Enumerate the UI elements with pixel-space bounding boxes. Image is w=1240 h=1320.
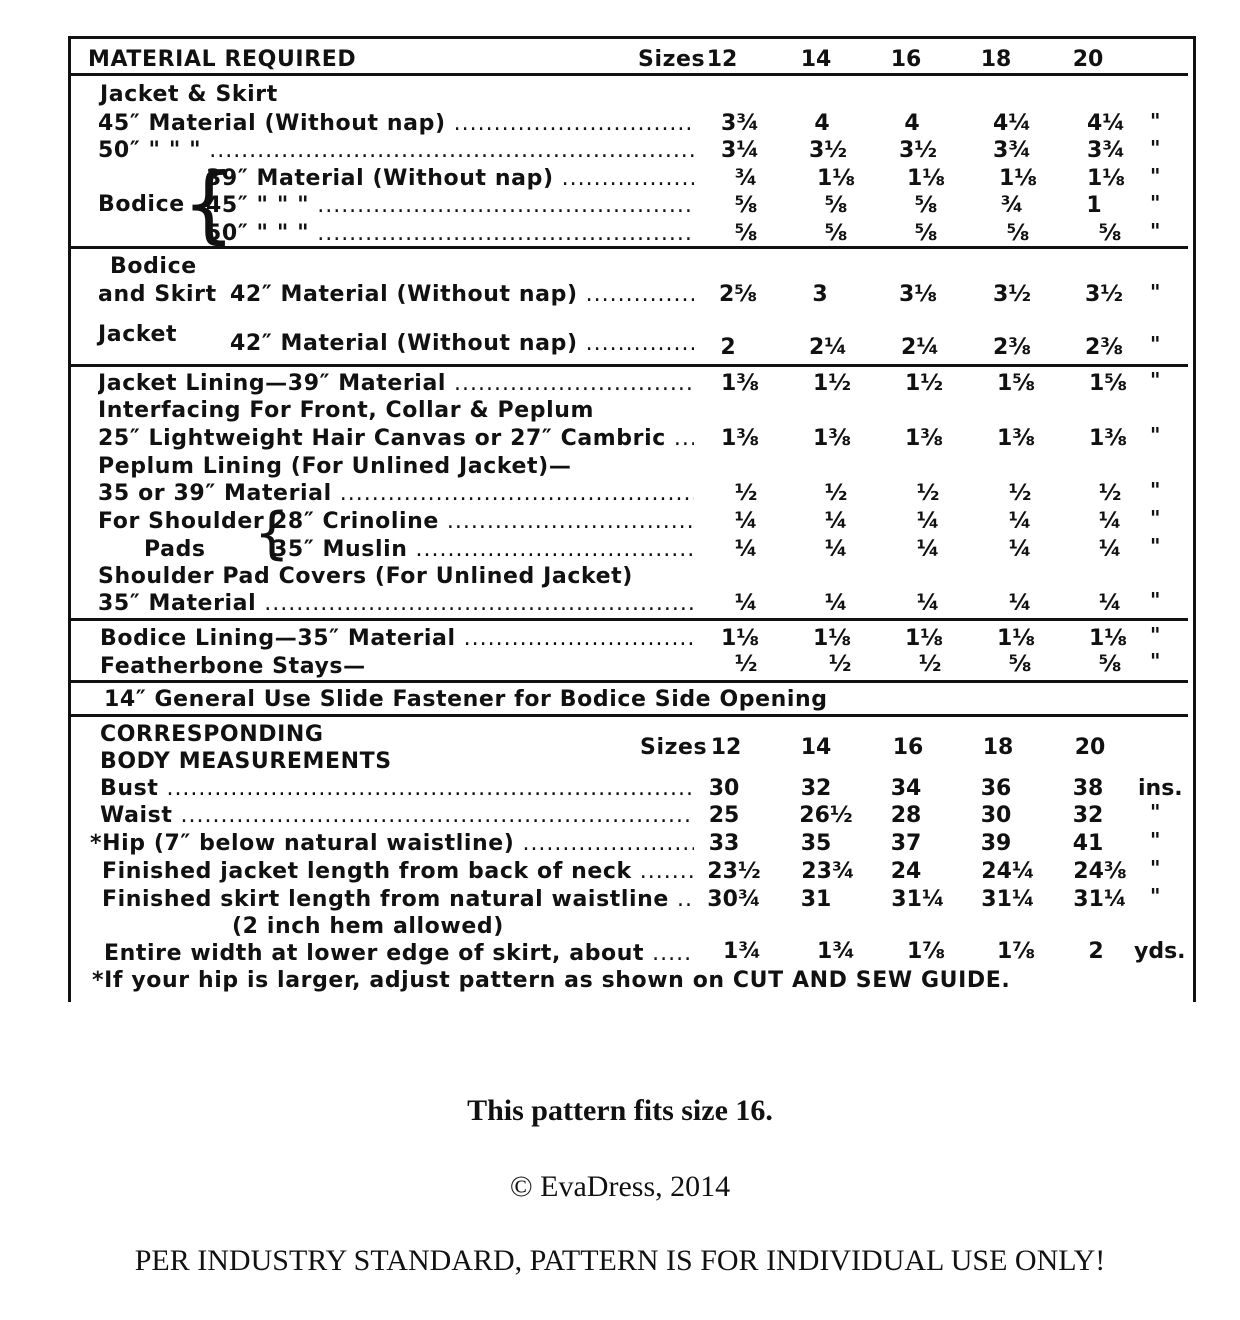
cell-value: ⅝ [734, 193, 758, 218]
jacket-skirt-heading: Jacket & Skirt [100, 82, 278, 107]
cell-value: ⅝ [1098, 221, 1122, 246]
size-header: 16 [890, 47, 922, 72]
cell-value: 1⅛ [720, 626, 760, 651]
cell-value: 3¼ [720, 138, 760, 163]
cell-value: 1⅜ [812, 426, 852, 451]
cell-value: ¼ [916, 537, 940, 562]
brace-icon: { [182, 155, 236, 253]
cell-value: 33 [708, 831, 740, 856]
sizes-label: Sizes [640, 735, 708, 760]
row-label: 42″ Material (Without nap) ..... [230, 331, 694, 357]
cell-value: 3¾ [992, 138, 1032, 163]
fastener-note: 14″ General Use Slide Fastener for Bodice Side Opening [104, 687, 828, 712]
row-label: 45″ " " " ..... [206, 193, 694, 219]
cell-value: 23¾ [801, 859, 855, 884]
cell-value: 30 [980, 803, 1012, 828]
cell-value: 39 [980, 831, 1012, 856]
material-required-title: MATERIAL REQUIRED [88, 47, 357, 72]
unit-mark: " [1150, 191, 1161, 215]
unit-mark: " [1150, 506, 1161, 530]
cell-value: ½ [1008, 481, 1032, 506]
cell-value: 1⅜ [996, 426, 1036, 451]
cell-value: 1 [1086, 193, 1102, 218]
cell-value: 1½ [904, 371, 944, 396]
cell-value: 2⅝ [718, 282, 758, 307]
divider [68, 618, 1188, 621]
body-measurements-title: BODY MEASUREMENTS [100, 749, 392, 774]
cell-value: ¼ [734, 509, 758, 534]
cell-value: ⅝ [914, 221, 938, 246]
cell-value: 2 [720, 335, 736, 360]
cell-value: 31¼ [1073, 887, 1127, 912]
cell-value: ⅝ [824, 221, 848, 246]
cell-value: ½ [824, 481, 848, 506]
unit-mark: " [1150, 109, 1161, 133]
cell-value: 4 [904, 111, 920, 136]
divider [68, 364, 1188, 367]
interfacing-heading: Interfacing For Front, Collar & Peplum [98, 398, 595, 423]
divider [68, 73, 1188, 76]
cell-value: ½ [916, 481, 940, 506]
row-label: Bodice Lining—35″ Material ..... [100, 626, 694, 652]
size-header: 14 [800, 47, 832, 72]
cell-value: ¼ [734, 591, 758, 616]
cell-value: 1⅜ [720, 371, 760, 396]
cell-value: ⅝ [1006, 221, 1030, 246]
row-label: Bust ..... [100, 776, 694, 802]
cell-value: 28 [890, 803, 922, 828]
size-header: 18 [980, 47, 1012, 72]
cell-value: 3¾ [1086, 138, 1126, 163]
size-header: 20 [1072, 47, 1104, 72]
cell-value: 31¼ [891, 887, 945, 912]
cell-value: 1⅛ [996, 626, 1036, 651]
copyright-notice: © EvaDress, 2014 [509, 1170, 731, 1203]
cell-value: ¼ [734, 537, 758, 562]
row-label: Finished skirt length from natural waistline ..... [102, 887, 694, 913]
cell-value: ¼ [824, 591, 848, 616]
unit-mark: " [1150, 623, 1161, 647]
cell-value: 1⅛ [1088, 626, 1128, 651]
cell-value: 1⅝ [996, 371, 1036, 396]
cell-value: ¼ [1098, 591, 1122, 616]
cell-value: 3½ [992, 282, 1032, 307]
row-label: 35″ Material ..... [98, 591, 694, 617]
unit-mark: " [1150, 164, 1161, 188]
cell-value: 30¾ [707, 887, 761, 912]
unit-mark: " [1150, 478, 1161, 502]
cell-value: 3 [812, 282, 828, 307]
sizes-label: Sizes [638, 47, 706, 72]
size-header: 12 [710, 735, 742, 760]
size-header: 16 [892, 735, 924, 760]
cell-value: 3⅛ [898, 282, 938, 307]
cell-value: ¾ [734, 166, 758, 191]
row-label: Finished jacket length from back of neck ..... [102, 859, 694, 885]
divider [68, 714, 1188, 717]
row-label: 45″ Material (Without nap) ..... [98, 111, 694, 137]
row-label: Waist ..... [100, 803, 694, 829]
cell-value: 1⅜ [720, 426, 760, 451]
cell-value: 2¼ [900, 335, 940, 360]
cell-value: 37 [890, 831, 922, 856]
cell-value: ¼ [1008, 537, 1032, 562]
unit-mark: " [1150, 534, 1161, 558]
divider [68, 680, 1188, 683]
unit-label: yds. [1134, 939, 1186, 964]
cell-value: ⅝ [914, 193, 938, 218]
cell-value: ½ [734, 652, 758, 677]
size-header: 12 [706, 47, 738, 72]
cell-value: 1¾ [816, 939, 856, 964]
size-header: 14 [800, 735, 832, 760]
stays-label: Featherbone Stays— [100, 654, 366, 679]
pad-covers-heading: Shoulder Pad Covers (For Unlined Jacket) [98, 564, 633, 589]
unit-label: ins. [1138, 776, 1183, 801]
cell-value: 24⅜ [1073, 859, 1127, 884]
brace-icon: { [254, 501, 290, 566]
cell-value: 1½ [812, 371, 852, 396]
bodice-skirt-heading: and Skirt [98, 282, 217, 307]
cell-value: 1⅛ [904, 626, 944, 651]
cell-value: ¼ [824, 537, 848, 562]
unit-mark: " [1150, 588, 1161, 612]
cell-value: 31¼ [981, 887, 1035, 912]
cell-value: 24 [890, 859, 922, 884]
row-label: 50″ " " " ..... [206, 221, 694, 247]
cell-value: ¼ [1098, 509, 1122, 534]
cell-value: 36 [980, 776, 1012, 801]
cell-value: 1⅛ [998, 166, 1038, 191]
cell-value: 24¼ [981, 859, 1035, 884]
size-header: 18 [982, 735, 1014, 760]
cell-value: 38 [1072, 776, 1104, 801]
unit-mark: " [1150, 332, 1161, 356]
cell-value: ¼ [1008, 509, 1032, 534]
cell-value: 2⅜ [992, 335, 1032, 360]
size-fit-note: This pattern fits size 16. [467, 1094, 773, 1127]
cell-value: 34 [890, 776, 922, 801]
unit-mark: " [1150, 649, 1161, 673]
cell-value: 1⅛ [906, 166, 946, 191]
row-label: *Hip (7″ below natural waistline) ..... [90, 831, 694, 857]
row-label: 42″ Material (Without nap) ..... [230, 282, 694, 308]
row-label: 35″ Muslin ..... [272, 537, 694, 563]
cell-value: 4 [814, 111, 830, 136]
unit-mark: " [1150, 800, 1161, 824]
cell-value: ¼ [824, 509, 848, 534]
row-label: 50″ " " " ..... [98, 138, 694, 164]
cell-value: 3½ [808, 138, 848, 163]
unit-mark: " [1150, 219, 1161, 243]
body-measurements-title: CORRESPONDING [100, 722, 324, 747]
cell-value: 31 [800, 887, 832, 912]
shoulder-pads-label: Pads [144, 537, 206, 562]
cell-value: 30 [708, 776, 740, 801]
cell-value: ¾ [1000, 193, 1024, 218]
cell-value: 1⅞ [996, 939, 1036, 964]
cell-value: ⅝ [824, 193, 848, 218]
peplum-heading: Peplum Lining (For Unlined Jacket)— [98, 454, 572, 479]
cell-value: ¼ [916, 591, 940, 616]
hem-note: (2 inch hem allowed) [232, 914, 504, 939]
cell-value: 32 [1072, 803, 1104, 828]
cell-value: 32 [800, 776, 832, 801]
unit-mark: " [1150, 884, 1161, 908]
cell-value: ¼ [1008, 591, 1032, 616]
unit-mark: " [1150, 828, 1161, 852]
unit-mark: " [1150, 280, 1161, 304]
cell-value: 1⅝ [1088, 371, 1128, 396]
row-label: 28″ Crinoline ..... [272, 509, 694, 535]
row-label: 39″ Material (Without nap) ..... [206, 166, 694, 192]
cell-value: ¼ [1098, 537, 1122, 562]
unit-mark: " [1150, 423, 1161, 447]
cell-value: 4¼ [992, 111, 1032, 136]
cell-value: 1⅜ [1088, 426, 1128, 451]
cell-value: 2 [1088, 939, 1104, 964]
cell-value: 4¼ [1086, 111, 1126, 136]
row-label: 25″ Lightweight Hair Canvas or 27″ Cambric ..... [98, 426, 694, 452]
cell-value: 2⅜ [1084, 335, 1124, 360]
bodice-skirt-heading: Bodice [110, 254, 197, 279]
cell-value: 35 [800, 831, 832, 856]
cell-value: ⅝ [1098, 652, 1122, 677]
bodice-label: Bodice [98, 192, 185, 217]
cell-value: ½ [1098, 481, 1122, 506]
jacket-heading: Jacket [98, 322, 178, 347]
cell-value: 1⅛ [1086, 166, 1126, 191]
usage-notice: PER INDUSTRY STANDARD, PATTERN IS FOR INDIVIDUAL USE ONLY! [134, 1244, 1106, 1277]
hip-footnote: *If your hip is larger, adjust pattern as shown on CUT AND SEW GUIDE. [92, 968, 1011, 993]
cell-value: 41 [1072, 831, 1104, 856]
cell-value: 1⅜ [904, 426, 944, 451]
cell-value: 23½ [707, 859, 761, 884]
cell-value: 1¾ [722, 939, 762, 964]
size-header: 20 [1074, 735, 1106, 760]
row-label: Jacket Lining—39″ Material ..... [98, 371, 694, 397]
cell-value: ½ [734, 481, 758, 506]
unit-mark: " [1150, 856, 1161, 880]
cell-value: 3½ [898, 138, 938, 163]
cell-value: ¼ [916, 509, 940, 534]
cell-value: 25 [708, 803, 740, 828]
cell-value: ⅝ [734, 221, 758, 246]
cell-value: ½ [918, 652, 942, 677]
shoulder-label: For Shoulder [98, 509, 265, 534]
row-label: Entire width at lower edge of skirt, about ..... [104, 941, 694, 967]
cell-value: 3¾ [720, 111, 760, 136]
unit-mark: " [1150, 136, 1161, 160]
cell-value: 1⅛ [816, 166, 856, 191]
row-label: 35 or 39″ Material ..... [98, 481, 694, 507]
cell-value: 2¼ [808, 335, 848, 360]
cell-value: ½ [828, 652, 852, 677]
cell-value: 3½ [1084, 282, 1124, 307]
cell-value: ⅝ [1008, 652, 1032, 677]
unit-mark: " [1150, 368, 1161, 392]
cell-value: 1⅞ [906, 939, 946, 964]
cell-value: 26½ [799, 803, 853, 828]
cell-value: 1⅛ [812, 626, 852, 651]
